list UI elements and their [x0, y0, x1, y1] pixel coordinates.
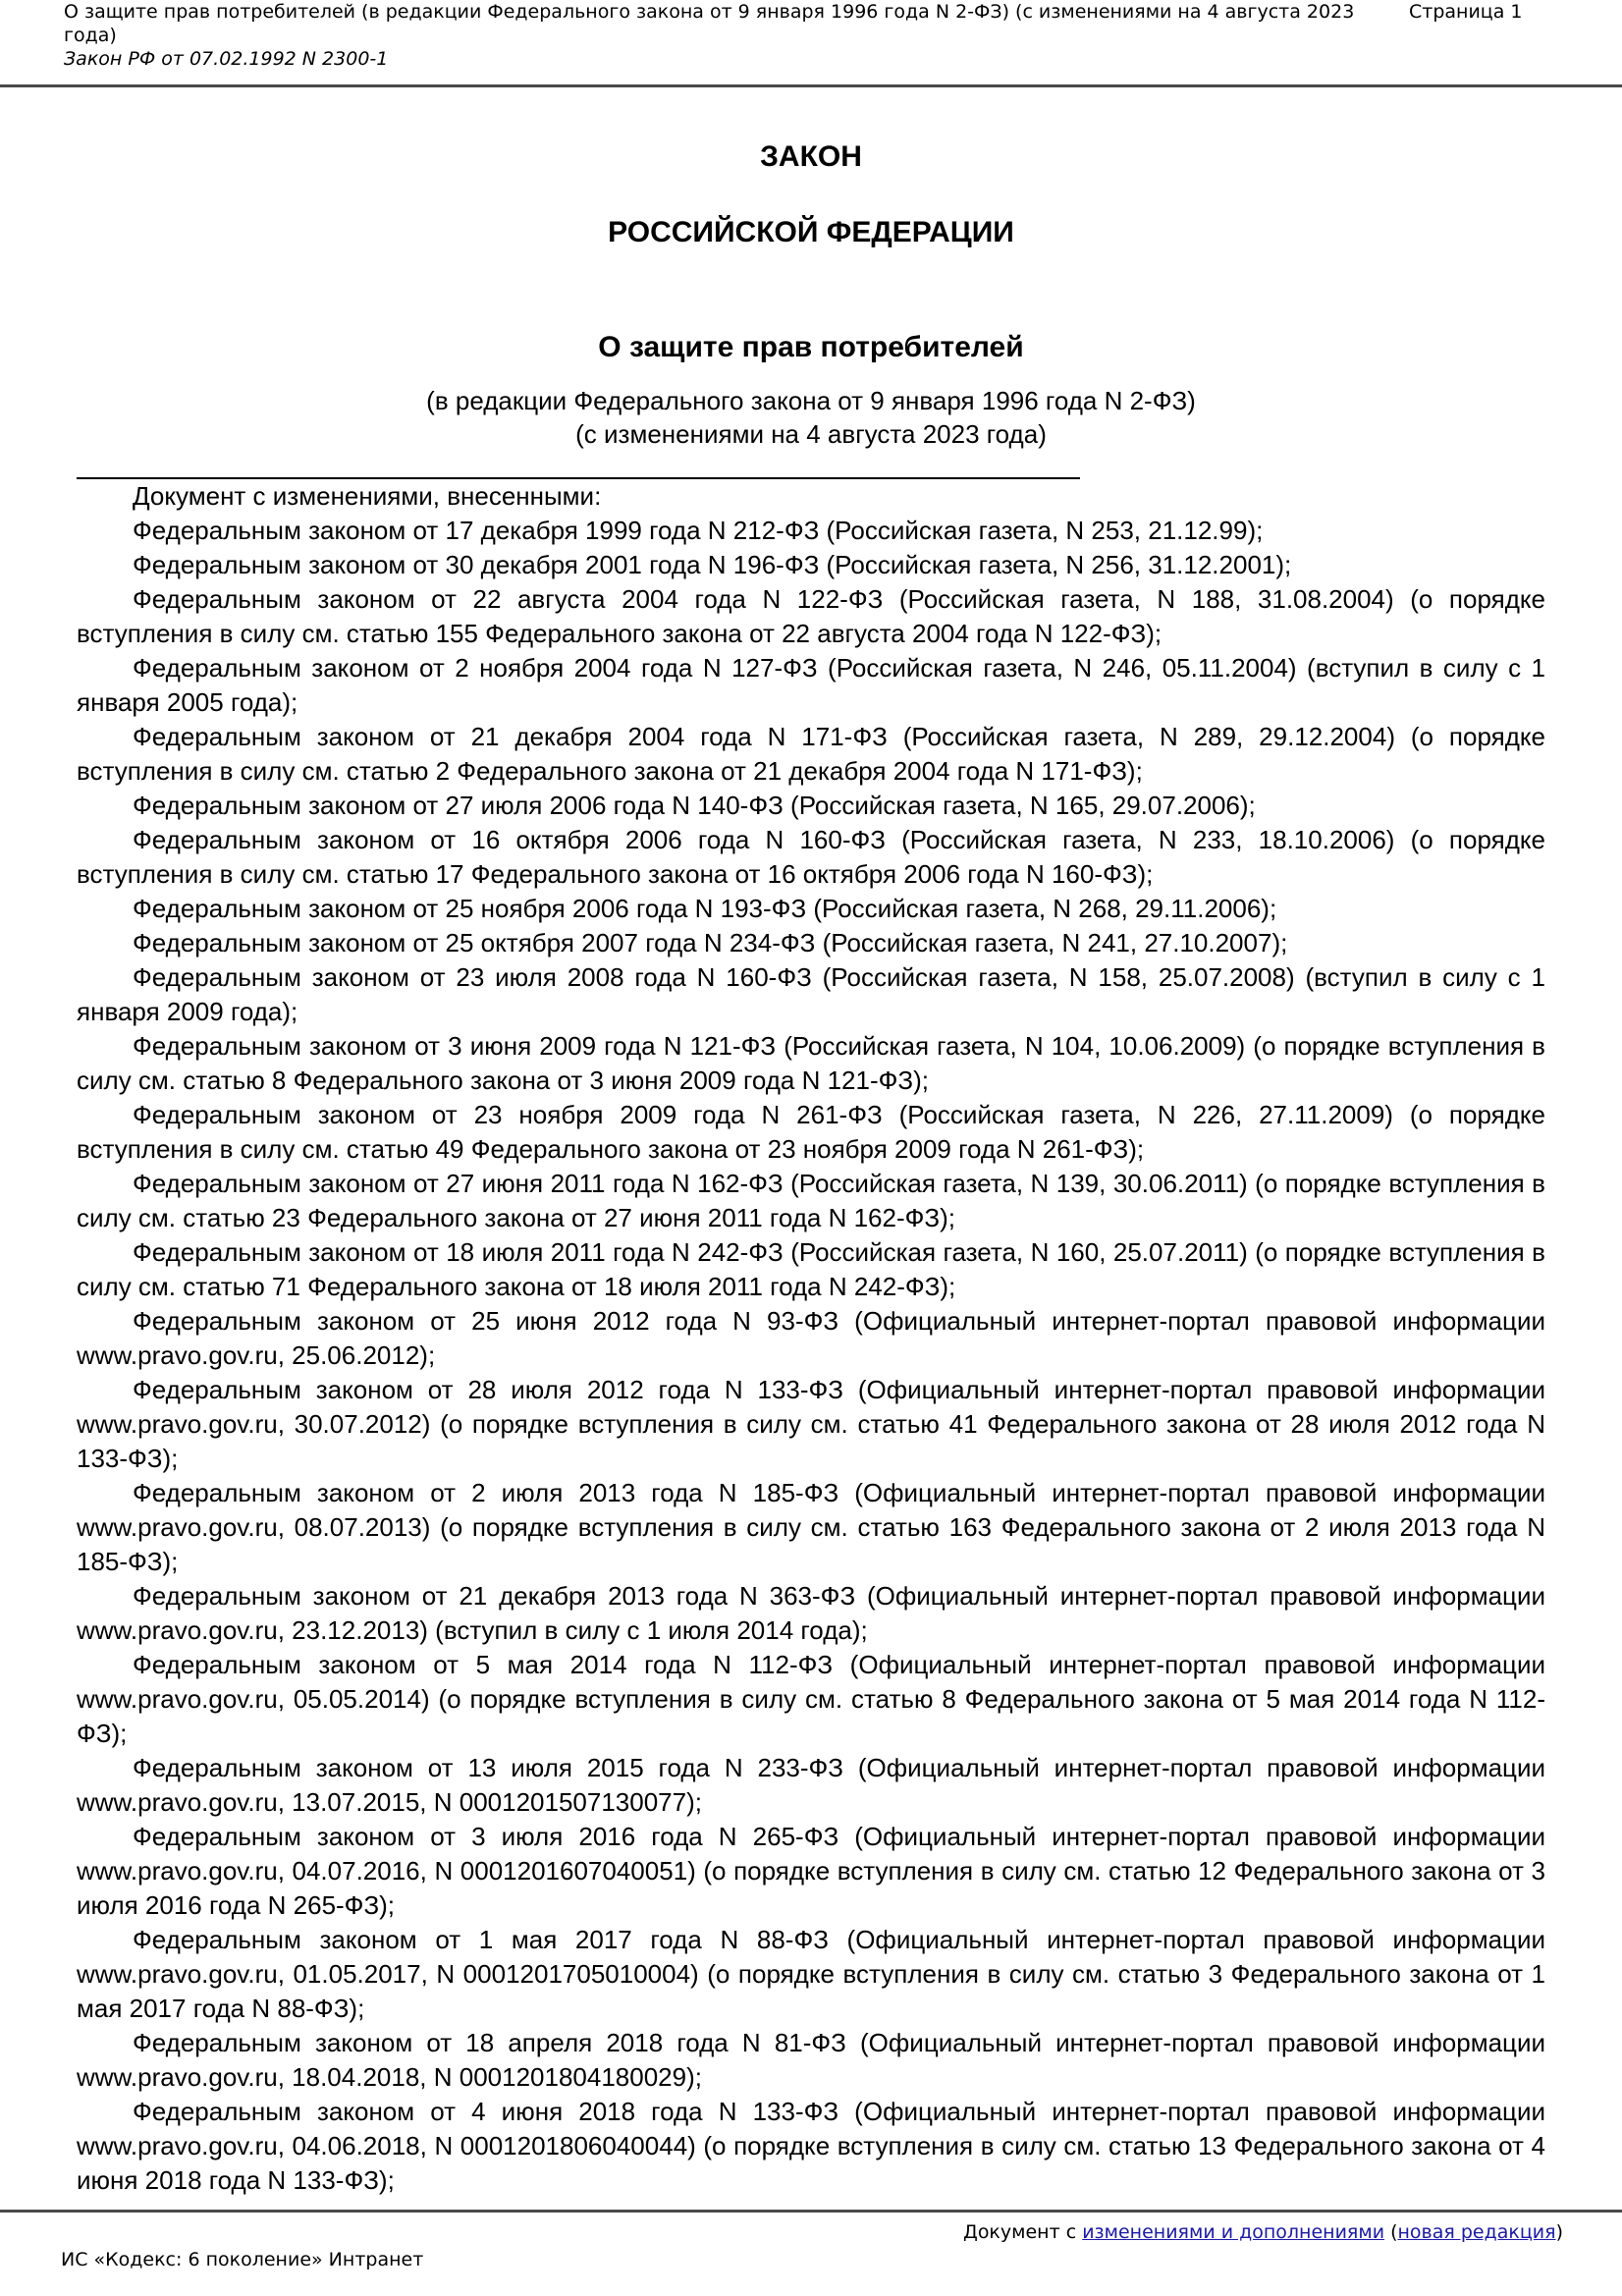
new-edition-link[interactable]: новая редакция [1397, 2221, 1556, 2243]
document-changes-note [963, 2221, 1563, 2243]
law-name-title: О защите прав потребителей [598, 331, 1024, 363]
header-doc-reference: Закон РФ от 07.02.1992 N 2300-1 [64, 48, 389, 70]
amendment-item: Федеральным законом от 2 июля 2013 года N 185-ФЗ (Официальный интернет-портал правовой информации www.pravo.gov.ru, 08.07.2013) (о порядке вступления в силу см. статью 163 Федерального закона от 2 июля 2013 года N 185-ФЗ); [77, 1478, 1545, 1576]
amendment-item: Федеральным законом от 3 июня 2009 года N 121-ФЗ (Российская газета, N 104, 10.06.2009) (о порядке вступления в силу см. статью 8 Федерального закона от 3 июня 2009 года N 121-ФЗ); [77, 1031, 1545, 1095]
amendment-item: Федеральным законом от 2 ноября 2004 года N 127-ФЗ (Российская газета, N 246, 05.11.2004) (вступил в силу с 1 января 2005 года); [77, 653, 1545, 717]
paren-open: ( [1384, 2221, 1398, 2243]
changes-and-additions-link[interactable]: изменениями и дополнениями [1082, 2221, 1385, 2243]
amendment-item: Федеральным законом от 21 декабря 2004 года N 171-ФЗ (Российская газета, N 289, 29.12.2004) (о порядке вступления в силу см. статью 2 Федерального закона от 21 декабря 2004 года N 171-ФЗ); [77, 722, 1545, 786]
amendment-item: Федеральным законом от 17 декабря 1999 года N 212-ФЗ (Российская газета, N 253, 21.12.99); [133, 516, 1264, 545]
changes-prefix: Документ с [962, 2221, 1083, 2243]
country-title: РОССИЙСКОЙ ФЕДЕРАЦИИ [608, 216, 1014, 248]
edition-subtitle: (в редакции Федерального закона от 9 января 1996 года N 2-ФЗ) [426, 386, 1196, 415]
changes-date-subtitle: (с изменениями на 4 августа 2023 года) [575, 419, 1047, 449]
amendment-item: Федеральным законом от 4 июня 2018 года N 133-ФЗ (Официальный интернет-портал правовой информации www.pravo.gov.ru, 04.06.2018, N 0001201806040044) (о порядке вступления в силу см. статью 13 Федерального закона от 4 июня 2018 года N 133-ФЗ); [77, 2097, 1545, 2195]
amendment-item: Федеральным законом от 13 июля 2015 года N 233-ФЗ (Официальный интернет-портал правовой информации www.pravo.gov.ru, 13.07.2015, N 0001201507130077); [77, 1753, 1545, 1817]
header-divider [0, 84, 1622, 87]
page-header [64, 0, 1566, 84]
amendment-item: Федеральным законом от 23 ноября 2009 года N 261-ФЗ (Российская газета, N 226, 27.11.2009) (о порядке вступления в силу см. статью 49 Федерального закона от 23 ноября 2009 года N 261-ФЗ); [77, 1100, 1545, 1164]
amendments-intro: Документ с изменениями, внесенными: [133, 481, 602, 511]
amendment-item: Федеральным законом от 30 декабря 2001 года N 196-ФЗ (Российская газета, N 256, 31.12.2001); [133, 550, 1292, 579]
amendment-item: Федеральным законом от 22 августа 2004 года N 122-ФЗ (Российская газета, N 188, 31.08.2004) (о порядке вступления в силу см. статью 155 Федерального закона от 22 августа 2004 года N 122-ФЗ); [77, 584, 1545, 648]
system-name: ИС «Кодекс: 6 поколение» Интранет [61, 2249, 424, 2270]
amendment-item: Федеральным законом от 3 июля 2016 года N 265-ФЗ (Официальный интернет-портал правовой информации www.pravo.gov.ru, 04.07.2016, N 0001201607040051) (о порядке вступления в силу см. статью 12 Федерального закона от 3 июля 2016 года N 265-ФЗ); [77, 1822, 1545, 1920]
amendment-item: Федеральным законом от 25 октября 2007 года N 234-ФЗ (Российская газета, N 241, 27.10.2007); [133, 928, 1288, 957]
paren-close: ) [1555, 2221, 1563, 2243]
amendments-list [77, 479, 1545, 2198]
amendment-item: Федеральным законом от 27 июля 2006 года N 140-ФЗ (Российская газета, N 165, 29.07.2006); [133, 791, 1256, 820]
page-number: Страница 1 [1409, 1, 1523, 23]
amendment-item: Федеральным законом от 5 мая 2014 года N 112-ФЗ (Официальный интернет-портал правовой информации www.pravo.gov.ru, 05.05.2014) (о порядке вступления в силу см. статью 8 Федерального закона от 5 мая 2014 года N 112-ФЗ); [77, 1650, 1545, 1748]
amendment-item: Федеральным законом от 21 декабря 2013 года N 363-ФЗ (Официальный интернет-портал правовой информации www.pravo.gov.ru, 23.12.2013) (вступил в силу с 1 июля 2014 года); [77, 1581, 1545, 1645]
amendment-item: Федеральным законом от 18 апреля 2018 года N 81-ФЗ (Официальный интернет-портал правовой информации www.pravo.gov.ru, 18.04.2018, N 0001201804180029); [77, 2028, 1545, 2092]
amendment-item: Федеральным законом от 23 июля 2008 года N 160-ФЗ (Российская газета, N 158, 25.07.2008) (вступил в силу с 1 января 2009 года); [77, 962, 1545, 1026]
amendment-item: Федеральным законом от 16 октября 2006 года N 160-ФЗ (Российская газета, N 233, 18.10.2006) (о порядке вступления в силу см. статью 17 Федерального закона от 16 октября 2006 года N 160-ФЗ); [77, 825, 1545, 889]
amendment-item: Федеральным законом от 18 июля 2011 года N 242-ФЗ (Российская газета, N 160, 25.07.2011) (о порядке вступления в силу см. статью 71 Федерального закона от 18 июля 2011 года N 242-ФЗ); [77, 1237, 1545, 1301]
amendment-item: Федеральным законом от 27 июня 2011 года N 162-ФЗ (Российская газета, N 139, 30.06.2011) (о порядке вступления в силу см. статью 23 Федерального закона от 27 июня 2011 года N 162-ФЗ); [77, 1169, 1545, 1232]
law-type-title: ЗАКОН [760, 140, 862, 173]
amendment-item: Федеральным законом от 1 мая 2017 года N 88-ФЗ (Официальный интернет-портал правовой информации www.pravo.gov.ru, 01.05.2017, N 0001201705010004) (о порядке вступления в силу см. статью 3 Федерального закона от 1 мая 2017 года N 88-ФЗ); [77, 1925, 1545, 2023]
amendment-item: Федеральным законом от 28 июля 2012 года N 133-ФЗ (Официальный интернет-портал правовой информации www.pravo.gov.ru, 30.07.2012) (о порядке вступления в силу см. статью 41 Федерального закона от 28 июля 2012 года N 133-ФЗ); [77, 1375, 1545, 1473]
amendment-item: Федеральным законом от 25 июня 2012 года N 93-ФЗ (Официальный интернет-портал правовой информации www.pravo.gov.ru, 25.06.2012); [77, 1306, 1545, 1370]
header-doc-title: О защите прав потребителей (в редакции Федерального закона от 9 января 1996 года N 2-ФЗ) (с изменениями на 4 августа 2023 года) [64, 1, 1355, 46]
footer-divider [0, 2210, 1622, 2213]
amendment-item: Федеральным законом от 25 ноября 2006 года N 193-ФЗ (Российская газета, N 268, 29.11.2006); [133, 894, 1277, 923]
